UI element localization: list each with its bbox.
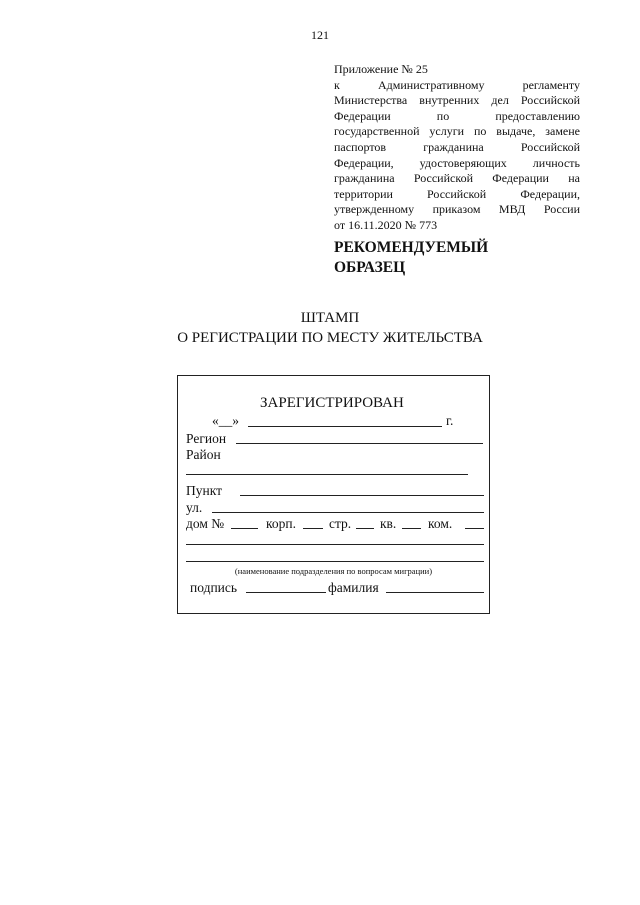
street-label: ул.	[186, 500, 203, 515]
region-label: Регион	[186, 431, 227, 446]
unit-field-line-1[interactable]	[186, 544, 484, 545]
surname-field[interactable]	[386, 592, 484, 593]
appendix-line: государственной услуги по выдаче, замене	[334, 124, 580, 139]
district-label: Район	[186, 447, 221, 462]
region-field[interactable]	[236, 443, 483, 444]
settlement-field[interactable]	[240, 495, 484, 496]
appendix-reference	[334, 62, 580, 234]
surname-label: фамилия	[328, 580, 379, 595]
house-label: дом №	[186, 516, 225, 531]
stamp-title-line: О РЕГИСТРАЦИИ ПО МЕСТУ ЖИТЕЛЬСТВА	[177, 330, 483, 346]
building-label: корп.	[266, 516, 296, 531]
settlement-label: Пункт	[186, 483, 223, 498]
apartment-field[interactable]	[402, 528, 421, 529]
appendix-line: гражданина Российской Федерации на	[334, 171, 580, 186]
stamp-title	[0, 308, 640, 348]
page-number: 121	[311, 28, 329, 42]
house-field[interactable]	[231, 528, 258, 529]
registration-stamp	[177, 375, 490, 614]
appendix-line: Министерства внутренних дел Российской	[334, 93, 580, 108]
signature-label: подпись	[190, 580, 238, 595]
signature-field[interactable]	[246, 592, 326, 593]
unit-caption: (наименование подразделения по вопросам миграции)	[234, 566, 433, 576]
room-field[interactable]	[465, 528, 484, 529]
building-field[interactable]	[303, 528, 323, 529]
appendix-line: Приложение № 25	[334, 62, 428, 76]
date-field[interactable]	[248, 426, 442, 427]
unit-field-line-2[interactable]	[186, 561, 484, 562]
sample-label-line: РЕКОМЕНДУЕМЫЙ	[334, 239, 489, 256]
structure-label: стр.	[329, 516, 352, 531]
appendix-line: утвержденному приказом МВД России	[334, 202, 580, 217]
apartment-label: кв.	[380, 516, 397, 531]
appendix-line: паспортов гражданина Российской	[334, 139, 580, 154]
appendix-line: Федерации, удостоверяющих личность	[334, 155, 580, 170]
structure-field[interactable]	[356, 528, 374, 529]
date-prefix: «__»	[212, 413, 239, 428]
sample-label	[334, 238, 488, 278]
street-field[interactable]	[212, 512, 484, 513]
stamp-heading: ЗАРЕГИСТРИРОВАН	[260, 395, 404, 411]
room-label: ком.	[428, 516, 453, 531]
district-field[interactable]	[186, 474, 468, 475]
appendix-line: от 16.11.2020 № 773	[334, 217, 438, 232]
appendix-line: территории Российской Федерации,	[334, 186, 580, 201]
appendix-line: Федерации по предоставлению	[334, 108, 580, 123]
appendix-line: к Административному регламенту	[334, 77, 580, 92]
sample-label-line: ОБРАЗЕЦ	[334, 259, 406, 276]
year-suffix: г.	[446, 413, 454, 428]
stamp-title-line: ШТАМП	[300, 310, 360, 326]
